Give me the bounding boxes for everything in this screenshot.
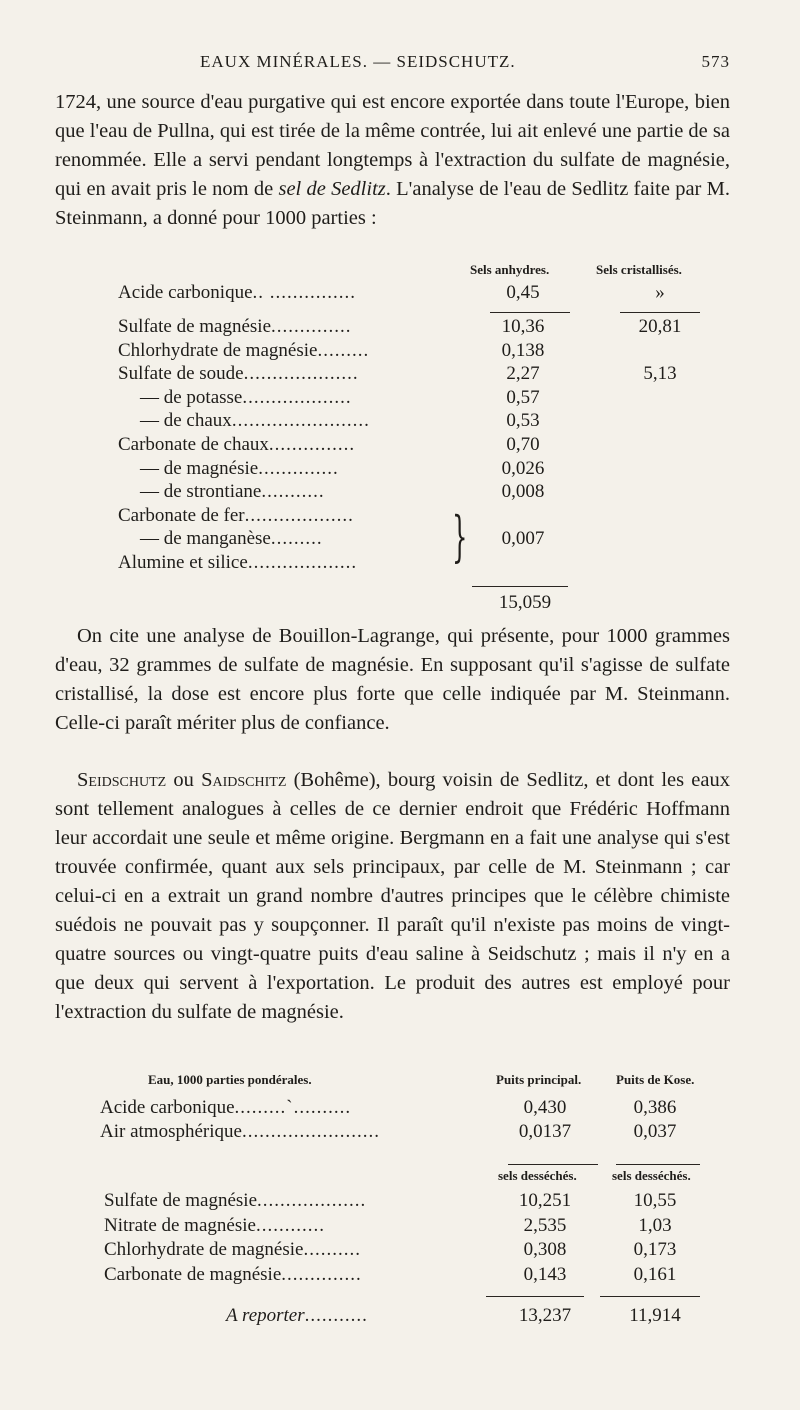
leader-dots: .. ............... (252, 282, 357, 303)
para1-end: . L'analyse de l'eau de Sedlitz faite par M. Steinmann, a donné pour 1000 parties : (55, 178, 730, 229)
leader-dots: .........`.......... (234, 1097, 352, 1118)
leader-dots: ................... (257, 1190, 367, 1211)
row-label: Sulfate de magnésie (118, 316, 272, 337)
para3-text: (Bohême), bourg voisin de Sedlitz, et dont les eaux sont tellement analogues à celles de ce dernier endroit que Frédéric Hoffmann leur accordait une seule et même origine. Bergmann en a fait une analyse qui s'est trouvée confirmée, quant aux sels principaux, par celle de M. Steinmann ; car celui-ci en a extrait un grand nombre d'autres principes que le célèbre chimiste suédois ne pouvait pas y soupçonner. Il paraît qu'il n'existe pas moins de vingt-quatre sources ou vingt-quatre puits d'eau saline à Seidschutz ; mais il n'y en a que deux qui servent à l'exportation. Le produit des autres est employé pour l'extraction du sulfate de magnésie. (55, 769, 730, 1023)
table-row (0, 410, 800, 434)
table1-total: 15,059 (498, 592, 552, 613)
table-row (0, 282, 800, 306)
row-label: Sulfate de soude (118, 363, 244, 385)
value-col1: 0,45 (506, 282, 540, 303)
table-row (0, 316, 800, 340)
para1-italic: sel de Sedlitz (278, 178, 386, 200)
table-row (0, 1215, 800, 1239)
saidschitz-name: Saidschitz (201, 769, 287, 791)
table-row (0, 481, 800, 505)
row-label: Carbonate de magnésie (104, 1263, 282, 1285)
value-col2: 1,03 (638, 1214, 672, 1236)
paragraph-intro (55, 88, 730, 233)
value-col2: » (655, 282, 665, 303)
report-value-main: 13,237 (518, 1305, 572, 1326)
rule (616, 1164, 700, 1165)
leader-dots: ............ (255, 1214, 325, 1236)
value-col2: 0,161 (633, 1263, 677, 1285)
para1-text: 1724, une source d'eau purgative qui est encore exportée dans toute l'Europe, bien que l'eau de Pullna, qui est tirée de la même contrée, lui ait enlevé une partie de sa renommée. Elle a servi pendant longtemps à l'extraction du sulfate de magnésie, qui en avait pris le nom de (55, 91, 730, 200)
sub-head-dried-2: sels desséchés. (612, 1168, 691, 1183)
row-label: — de manganèse (140, 528, 271, 550)
table-row (0, 505, 800, 529)
value-col1: 2,27 (506, 363, 540, 385)
rule (620, 312, 700, 313)
value-col1: 0,70 (506, 434, 540, 455)
table-row (0, 340, 800, 364)
sub-head-dried-1: sels desséchés. (498, 1168, 577, 1183)
col-head-main-well: Puits principal. (496, 1072, 582, 1087)
row-label: Air atmosphérique (100, 1121, 242, 1142)
paragraph-seidschutz (55, 766, 730, 1027)
rule (508, 1164, 598, 1165)
value-col2: 0,386 (633, 1097, 677, 1118)
value-col1: 0,53 (506, 410, 540, 432)
value-col2: 0,037 (633, 1121, 677, 1142)
value-col2: 5,13 (643, 363, 677, 385)
row-label: Sulfate de magnésie (104, 1190, 258, 1211)
col-head-anhydrous: Sels anhydres. (470, 262, 550, 277)
leader-dots: ......... (317, 339, 370, 361)
leader-dots: ............... (268, 434, 356, 455)
value-col1: 0,007 (501, 528, 545, 550)
leader-dots: ................... (247, 552, 358, 573)
leader-dots: ......... (270, 528, 323, 550)
para3-mid: ou (166, 769, 202, 791)
col-head-crystallized: Sels cristallisés. (596, 262, 682, 277)
leader-dots: .............. (281, 1263, 362, 1285)
value-col1: 0,138 (501, 339, 545, 361)
table-row (0, 1097, 800, 1121)
value-col1: 0,308 (523, 1239, 567, 1260)
table-row (0, 528, 800, 552)
table-row (0, 1239, 800, 1263)
leader-dots: ........... (304, 1305, 368, 1326)
table-row (0, 458, 800, 482)
report-row (0, 1305, 800, 1329)
rule (600, 1296, 700, 1297)
row-label: — de potasse (140, 386, 243, 408)
col-head-kose-well: Puits de Kose. (616, 1072, 695, 1087)
row-label: Chlorhydrate de magnésie (104, 1239, 304, 1260)
row-label: Carbonate de fer (118, 504, 245, 526)
leader-dots: .............. (271, 316, 352, 337)
value-col1: 0,026 (501, 457, 545, 479)
brace: } (452, 505, 468, 568)
running-header (0, 46, 800, 76)
rule (486, 1296, 584, 1297)
table-row (0, 1264, 800, 1288)
value-col2: 20,81 (638, 316, 682, 337)
value-col2: 0,173 (633, 1239, 677, 1260)
value-col1: 2,535 (523, 1214, 567, 1236)
leader-dots: ................... (242, 386, 352, 408)
leader-dots: .................... (243, 363, 359, 385)
table2-head-left: Eau, 1000 parties pondérales. (148, 1072, 312, 1087)
row-label: — de magnésie (140, 457, 259, 479)
total-rule (472, 586, 568, 587)
seidschutz-name: Seidschutz (77, 769, 167, 791)
leader-dots: ................... (244, 504, 354, 526)
row-label: Carbonate de chaux (118, 434, 269, 455)
row-label: Alumine et silice (118, 552, 248, 573)
row-label: Chlorhydrate de magnésie (118, 339, 318, 361)
row-label: Nitrate de magnésie (104, 1214, 256, 1236)
value-col1: 0,57 (506, 386, 540, 408)
leader-dots: ........... (261, 481, 325, 503)
table-row (0, 1190, 800, 1214)
value-col2: 10,55 (633, 1190, 677, 1211)
row-label: Acide carbonique (118, 282, 253, 303)
table-row (0, 363, 800, 387)
leader-dots: .......... (303, 1239, 361, 1260)
table-row (0, 387, 800, 411)
row-label: Acide carbonique (100, 1097, 235, 1118)
paragraph-bouillon (55, 622, 730, 738)
row-label: — de chaux (140, 410, 232, 432)
value-col1: 0,143 (523, 1263, 567, 1285)
value-col1: 10,251 (518, 1190, 572, 1211)
leader-dots: .............. (258, 457, 339, 479)
report-label: A reporter (226, 1305, 305, 1326)
rule (490, 312, 570, 313)
table-row (0, 434, 800, 458)
running-title: EAUX MINÉRALES. — SEIDSCHUTZ. (200, 52, 516, 71)
value-col1: 0,430 (523, 1097, 567, 1118)
table-row (0, 1121, 800, 1145)
page-number: 573 (701, 52, 730, 71)
value-col1: 0,0137 (518, 1121, 572, 1142)
leader-dots: ........................ (241, 1121, 380, 1142)
table-row (0, 552, 800, 576)
report-value-kose: 11,914 (629, 1305, 681, 1326)
row-label: — de strontiane (140, 481, 262, 503)
value-col1: 10,36 (501, 316, 545, 337)
leader-dots: ........................ (231, 410, 370, 432)
value-col1: 0,008 (501, 481, 545, 503)
para2-text: On cite une analyse de Bouillon-Lagrange, qui présente, pour 1000 grammes d'eau, 32 grammes de sulfate de magnésie. En supposant qu'il s'agisse de sulfate cristallisé, la dose est encore plus forte que celle indiquée par M. Steinmann. Celle-ci paraît mériter plus de confiance. (55, 625, 730, 734)
